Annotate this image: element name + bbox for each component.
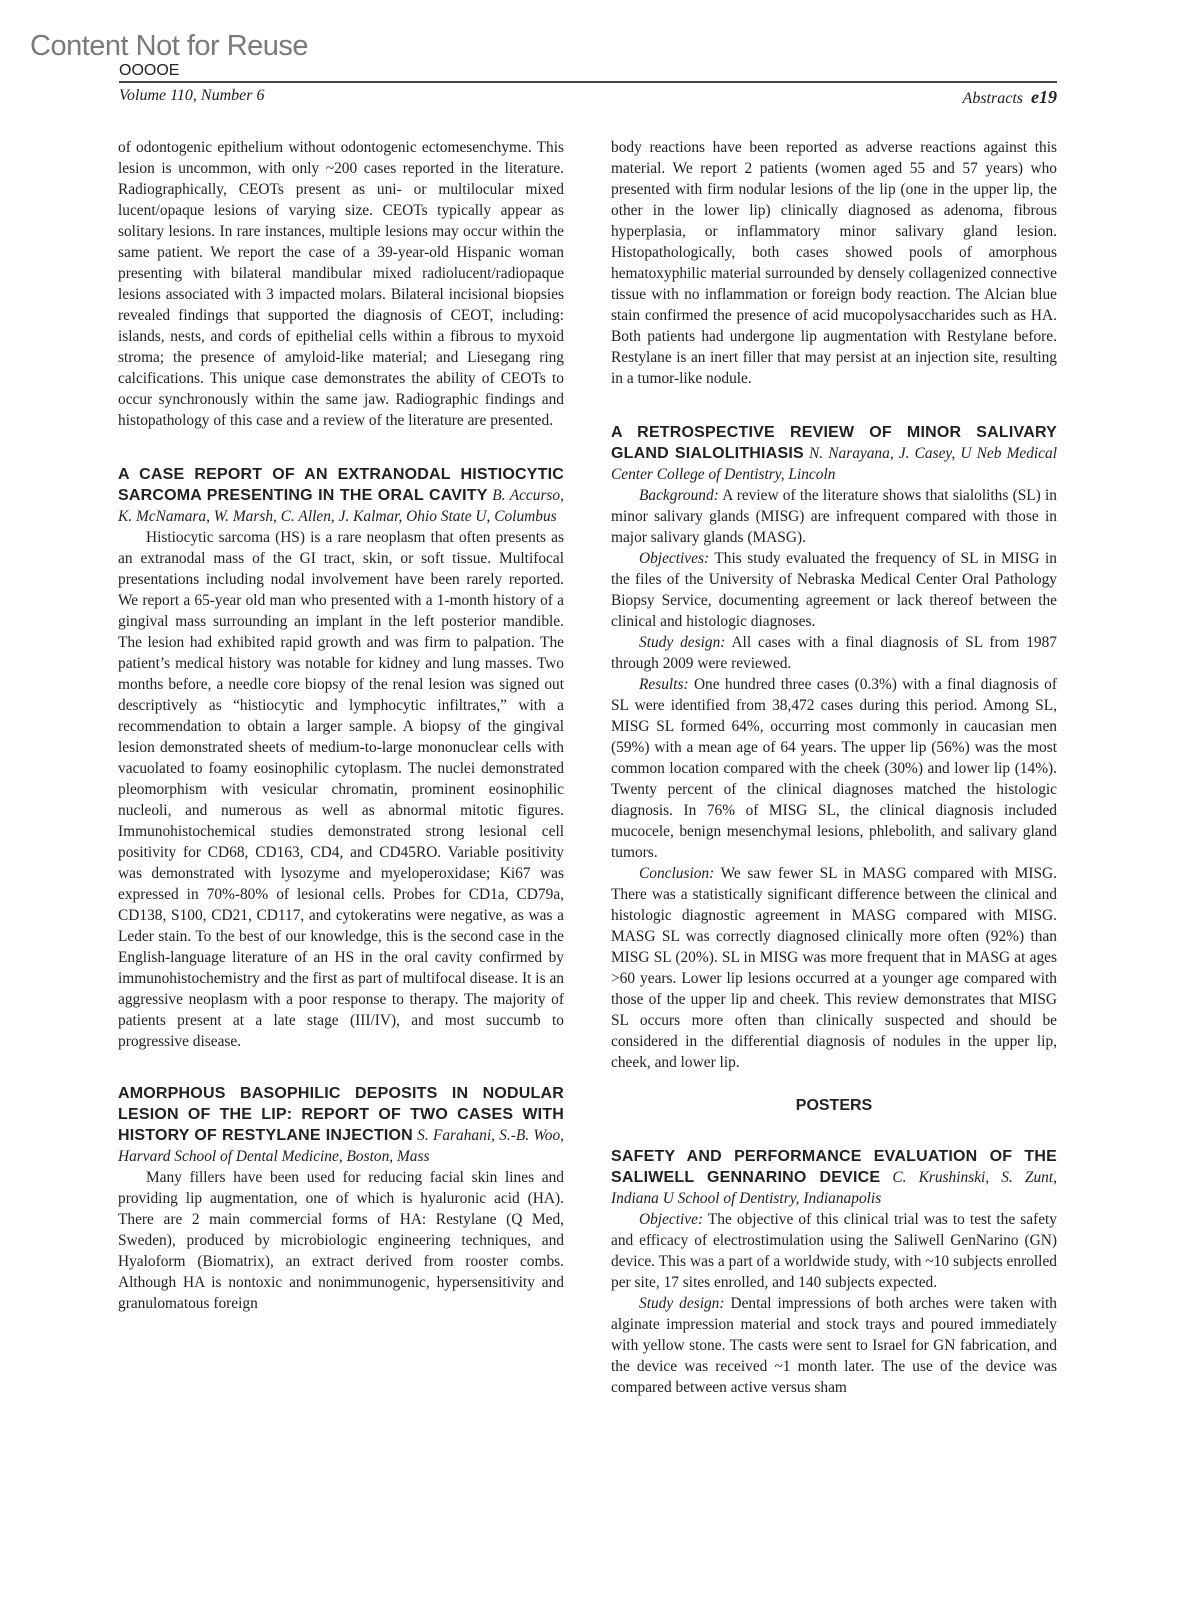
paragraph-text: Dental impressions of both arches were taken with alginate impression material and stock trays and poured immediately with yellow stone. The casts were sent to Israel for GN fabrication, and the device was received ~1 month later. The use of the device was compared between active versus sham (611, 1295, 1057, 1396)
page-number: e19 (1031, 87, 1057, 107)
left-column (118, 137, 564, 1314)
paragraph-text: The objective of this clinical trial was to test the safety and efficacy of electrostimulation using the Saliwell GenNarino (GN) device. This was a part of a worldwide study, with ~10 subjects enrolled per site, 17 sites enrolled, and 140 subjects expected. (611, 1211, 1057, 1291)
abstract-body: Histiocytic sarcoma (HS) is a rare neoplasm that often presents as an extranodal mass of the GI tract, skin, or soft tissue. Multifocal presentations including nodal involvement have been rarely reported. We report a 65-year old man who presented with a 1-month history of a gingival mass surrounding an implant in the left posterior mandible. The lesion had exhibited rapid growth and was firm to palpation. The patient’s medical history was notable for kidney and lung masses. Two months before, a needle core biopsy of the renal lesion was signed out descriptively as “histiocytic and lymphocytic infiltrates,” with a recommendation to obtain a larger sample. A biopsy of the gingival lesion demonstrated sheets of medium-to-large mononuclear cells with vacuolated to foamy eosinophilic cytoplasm. The nuclei demonstrated pleomorphism with vesicular chromatin, prominent eosinophilic nucleoli, and numerous as well as abnormal mitotic figures. Immunohistochemical studies demonstrated strong lesional cell positivity for CD68, CD163, CD4, and CD45RO. Variable positivity was demonstrated with lysozyme and myeloperoxidase; Ki67 was expressed in 70%-80% of lesional cells. Probes for CD1a, CD79a, CD138, S100, CD21, CD117, and cytokeratins were negative, as was a Leder stain. To the best of our knowledge, this is the second case in the English-language literature of an HS in the oral cavity confirmed by immunohistochemistry and the first as part of multifocal disease. It is an aggressive neoplasm with a poor response to therapy. The majority of patients present at a late stage (III/IV), and most succumb to progressive disease. (118, 529, 564, 1050)
paragraph-label: Study design: (639, 634, 726, 651)
right-column (611, 137, 1057, 1398)
abstract-authors: S. Farahani, S.-B. Woo, Harvard School of Dental Medicine, Boston, Mass (118, 1127, 564, 1165)
paragraph-label: Background: (639, 487, 719, 504)
posters-heading: POSTERS (795, 1097, 873, 1114)
abstract-sialolithiasis (611, 422, 1057, 1073)
abstract-paragraph (611, 485, 1057, 548)
page-header (963, 87, 1057, 108)
paragraph-text: We saw fewer SL in MASG compared with MISG. There was a statistically significant difference between the clinical and histologic diagnostic agreement in MASG compared with MISG. MASG SL was correctly diagnosed clinically more often (92%) than MISG SL (20%). SL in MISG was more frequent that in MASG at ages >60 years. Lower lip lesions occurred at a younger age compared with those of the upper lip and cheek. This review demonstrates that MISG SL occurs more often than clinically suspected and should be considered in the differential diagnosis of nodules in the upper lip, cheek, and lower lip. (611, 865, 1057, 1071)
paragraph-label: Results: (639, 676, 689, 693)
abstract-body: Many fillers have been used for reducing facial skin lines and providing lip augmentation, one of which is hyaluronic acid (HA). There are 2 main commercial forms of HA: Restylane (Q Med, Sweden), produced by microbiologic engineering techniques, and Hyaloform (Biomatrix), an extract derived from rooster combs. Although HA is nontoxic and nonimmunogenic, hypersensitivity and granulomatous foreign (118, 1169, 564, 1312)
paragraph-label: Objectives: (639, 550, 710, 567)
volume-info: Volume 110, Number 6 (119, 87, 265, 104)
continuation-text: of odontogenic epithelium without odontogenic ectomesenchyme. This lesion is uncommon, with only ~200 cases reported in the literature. Radiographically, CEOTs present as uni- or multilocular mixed lucent/opaque lesions of varying size. CEOTs typically appear as solitary lesions. In rare instances, multiple lesions may occur within the same patient. We report the case of a 39-year-old Hispanic woman presenting with bilateral mandibular mixed radiolucent/radiopaque lesions associated with 3 impacted molars. Bilateral incisional biopsies revealed findings that supported the diagnosis of CEOT, including: islands, nests, and cords of epithelial cells within a fibrous to myxoid stroma; the presence of amyloid-like material; and Liesegang ring calcifications. This unique case demonstrates the ability of CEOTs to occur synchronously within the same jaw. Radiographic findings and histopathology of this case and a review of the literature are presented. (118, 139, 564, 429)
abstract-paragraph (611, 632, 1057, 674)
abstract-restylane (118, 1083, 564, 1314)
abstract-title: A CASE REPORT OF AN EXTRANODAL HISTIOCYTIC SARCOMA PRESENTING IN THE ORAL CAVITY (118, 466, 564, 504)
watermark: Content Not for Reuse (30, 30, 309, 62)
abstract-saliwell (611, 1146, 1057, 1398)
abstract-paragraph (611, 1209, 1057, 1293)
paragraph-text: A review of the literature shows that sialoliths (SL) in minor salivary glands (MISG) are infrequent compared with those in major salivary glands (MASG). (611, 487, 1058, 546)
section-name: Abstracts (962, 90, 1023, 107)
abstract-title: SAFETY AND PERFORMANCE EVALUATION OF THE SALIWELL GENNARINO DEVICE (611, 1148, 1057, 1186)
abstract-title: A RETROSPECTIVE REVIEW OF MINOR SALIVARY GLAND SIALOLITHIASIS (611, 424, 1057, 462)
abstract-histiocytic-sarcoma (118, 464, 564, 1052)
header-rule (119, 81, 1057, 83)
abstract-authors: C. Krushinski, S. Zunt, Indiana U School of Dentistry, Indianapolis (611, 1169, 1057, 1207)
paragraph-label: Conclusion: (639, 865, 715, 882)
abstract-authors: B. Accurso, K. McNamara, W. Marsh, C. Allen, J. Kalmar, Ohio State U, Columbus (118, 487, 564, 525)
paragraph-text: All cases with a final diagnosis of SL from 1987 through 2009 were reviewed. (611, 634, 1057, 672)
journal-name: OOOOE (119, 62, 180, 79)
paragraph-label: Objective: (639, 1211, 704, 1228)
abstract-paragraph (611, 1293, 1057, 1398)
paragraph-text: One hundred three cases (0.3%) with a final diagnosis of SL were identified from 38,472 cases during this period. Among SL, MISG SL formed 64%, occurring most commonly in caucasian men (59%) with a mean age of 64 years. The upper lip (56%) was the most common location compared with the cheek (30%) and lower lip (14%). Twenty percent of the clinical diagnoses matched the histologic diagnosis. In 76% of MISG SL, the clinical diagnosis included mucocele, benign mesenchymal lesions, phlebolith, and salivary gland tumors. (611, 676, 1057, 861)
abstract-title: AMORPHOUS BASOPHILIC DEPOSITS IN NODULAR LESION OF THE LIP: REPORT OF TWO CASES WITH HISTORY OF RESTYLANE INJECTION (118, 1085, 564, 1144)
paragraph-label: Study design: (639, 1295, 725, 1312)
abstract-paragraph (611, 863, 1057, 1073)
abstract-paragraph (611, 674, 1057, 863)
abstract-authors: N. Narayana, J. Casey, U Neb Medical Center College of Dentistry, Lincoln (611, 445, 1057, 483)
continuation-text: body reactions have been reported as adverse reactions against this material. We report 2 patients (women aged 55 and 57 years) who presented with firm nodular lesions of the lip (one in the upper lip, the other in the lower lip) clinically diagnosed as adenoma, fibrous hyperplasia, or inflammatory minor salivary gland lesion. Histopathologically, both cases showed pools of amorphous hematoxyphilic material surrounded by densely collagenized connective tissue with no inflammation or foreign body reaction. The Alcian blue stain confirmed the presence of acid mucopolysaccharides such as HA. Both patients had undergone lip augmentation with Restylane before. Restylane is an inert filler that may persist at an injection site, resulting in a tumor-like nodule. (611, 139, 1057, 387)
abstract-paragraph (611, 548, 1057, 632)
paragraph-text: This study evaluated the frequency of SL in MISG in the files of the University of Nebraska Medical Center Oral Pathology Biopsy Service, documenting agreement or lack thereof between the clinical and histologic diagnoses. (611, 550, 1057, 630)
